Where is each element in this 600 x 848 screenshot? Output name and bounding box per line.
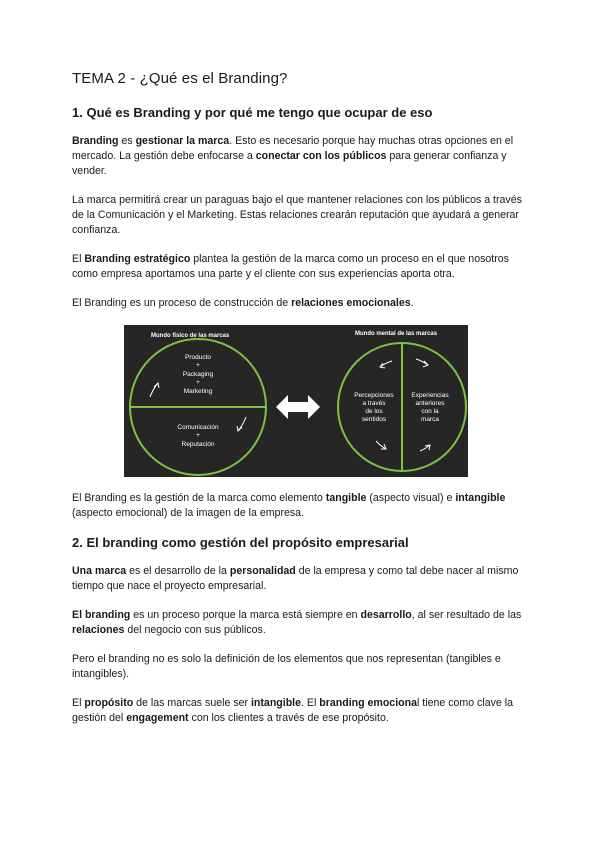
bold-text: relaciones	[72, 624, 125, 636]
label-plus: +	[196, 379, 200, 386]
label-marketing: Marketing	[183, 388, 213, 395]
paragraph-6	[72, 564, 532, 594]
label-anteriores: anteriores	[415, 400, 445, 407]
label-marca: marca	[420, 416, 440, 423]
cycle-arrow-icon	[150, 383, 158, 397]
section-1-heading: 1. Qué es Branding y por qué me tengo que ocupar de eso	[72, 105, 433, 120]
text: .	[410, 297, 414, 309]
text: de las marcas suele ser	[133, 697, 251, 709]
label-a-traves: a través	[362, 400, 386, 407]
label-de-los: de los	[365, 408, 383, 415]
paragraph-8: Pero el branding no es solo la definición de los elementos que nos representan (tangibles e intangibles).	[72, 653, 501, 680]
text: (aspecto emocional) de la imagen de la empresa.	[72, 507, 305, 519]
label-producto: Producto	[184, 354, 212, 361]
section-2-heading: 2. El branding como gestión del propósito empresarial	[72, 535, 409, 550]
page-title: TEMA 2 - ¿Qué es el Branding?	[72, 70, 288, 87]
bold-text: propósito	[84, 697, 134, 709]
label-con-la: con la	[421, 408, 439, 415]
text: de la empresa y como tal debe nacer al mismo tiempo que nace el proyecto empresarial.	[72, 565, 519, 592]
text: es un proceso porque la marca está siempre en	[130, 609, 361, 621]
label-packaging: Packaging	[182, 371, 214, 378]
label-reputacion: Reputación	[181, 441, 215, 448]
bold-text: intangible	[250, 697, 302, 709]
paragraph-4	[72, 296, 532, 311]
text: del negocio con sus públicos.	[124, 624, 266, 636]
bold-text: Branding estratégico	[84, 253, 191, 265]
bold-text: Una marca	[72, 565, 127, 577]
bold-text: relaciones emocionales	[291, 297, 411, 309]
double-arrow-icon	[276, 395, 320, 419]
bold-text: intangible	[455, 492, 506, 504]
text: El	[72, 697, 85, 709]
label-plus: +	[196, 362, 200, 369]
text: (aspecto visual) e	[366, 492, 456, 504]
bold-text: tangible	[325, 492, 367, 504]
text: es	[118, 135, 136, 147]
paragraph-5	[72, 491, 532, 521]
paragraph-1	[72, 134, 532, 179]
label-percepciones: Percepciones	[354, 392, 394, 399]
document-page	[72, 70, 532, 740]
diagram-svg	[124, 325, 468, 477]
bold-text: personalidad	[229, 565, 296, 577]
paragraph-7	[72, 608, 532, 638]
text: . Esto es necesario porque hay muchas otras opciones en el mercado. La gestión debe enfocarse a	[72, 135, 514, 162]
text: , al ser resultado de las	[411, 609, 522, 621]
text: El Branding es la gestión de la marca como elemento	[72, 492, 326, 504]
label-sentidos: sentidos	[361, 416, 387, 423]
paragraph-9	[72, 696, 532, 726]
bold-text: desarrollo	[360, 609, 412, 621]
text: El	[72, 253, 85, 265]
bold-text: Branding	[72, 135, 119, 147]
text: es el desarrollo de la	[126, 565, 230, 577]
bold-text: gestionar la marca	[135, 135, 230, 147]
bold-text: engagement	[126, 712, 189, 724]
label-plus: +	[196, 432, 200, 439]
paragraph-2: La marca permitirá crear un paraguas bajo el que mantener relaciones con los públicos a través de la Comunicación y el Marketing. Estas relaciones crearán reputación que ayudará a generar confianza.	[72, 194, 522, 236]
paragraph-3	[72, 252, 532, 282]
text: plantea la gestión de la marca como un proceso en el que nosotros como empresa aportamos una parte y el cliente con sus experiencias aporta otra.	[72, 253, 509, 280]
cycle-arrow-icon	[416, 359, 428, 365]
left-diagram-title: Mundo físico de las marcas	[151, 333, 230, 339]
label-comunicacion: Comunicación	[177, 424, 219, 431]
text: con los clientes a través de ese propósito.	[188, 712, 389, 724]
text: l tiene como clave la gestión del	[72, 697, 513, 724]
bold-text: El branding	[72, 609, 131, 621]
cycle-arrow-icon	[238, 417, 246, 431]
text: para generar confianza y vender.	[72, 150, 507, 177]
text: El Branding es un proceso de construcción de	[72, 297, 292, 309]
bold-text: conectar con los públicos	[255, 150, 387, 162]
right-diagram-title: Mundo mental de las marcas	[355, 331, 438, 337]
text: . El	[301, 697, 320, 709]
branding-diagram	[124, 325, 468, 477]
bold-text: branding emociona	[319, 697, 417, 709]
label-experiencias: Experiencias	[411, 392, 449, 399]
